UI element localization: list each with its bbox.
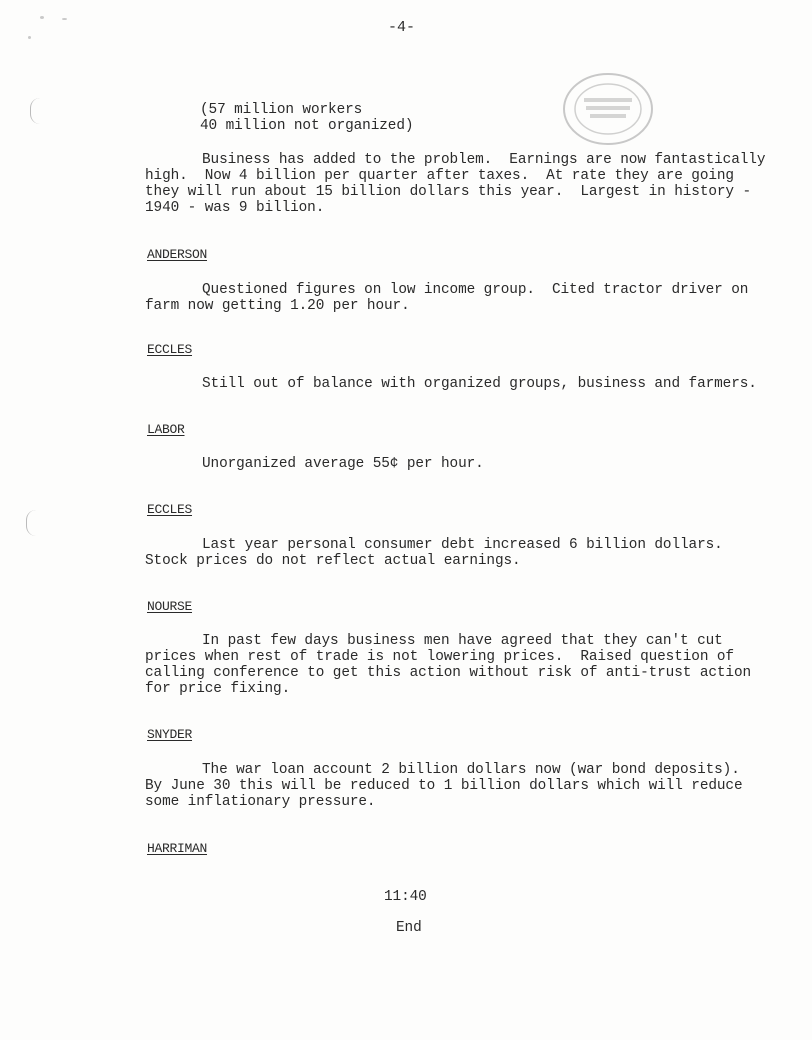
section-line: prices when rest of trade is not lowering prices. Raised question of xyxy=(145,649,734,665)
section-line: some inflationary pressure. xyxy=(145,794,376,810)
section-line: By June 30 this will be reduced to 1 billion dollars which will reduce xyxy=(145,778,743,794)
section-line: Stock prices do not reflect actual earnings. xyxy=(145,553,521,569)
workers-line: 40 million not organized) xyxy=(200,118,414,134)
margin-mark xyxy=(26,510,37,536)
section-line: for price fixing. xyxy=(145,681,291,697)
scan-smudge xyxy=(40,16,44,19)
speaker-heading: SNYDER xyxy=(147,727,193,742)
scan-smudge xyxy=(62,18,67,20)
margin-mark xyxy=(30,98,41,124)
business-paragraph-line: Business has added to the problem. Earnings are now fantastically xyxy=(202,152,766,168)
time-stamp: 11:40 xyxy=(384,889,427,905)
speaker-heading: ECCLES xyxy=(147,502,193,517)
speaker-heading: ECCLES xyxy=(147,342,193,357)
business-paragraph-line: 1940 - was 9 billion. xyxy=(145,200,325,216)
section-line: Still out of balance with organized groups, business and farmers. xyxy=(202,376,757,392)
business-paragraph-line: they will run about 15 billion dollars this year. Largest in history - xyxy=(145,184,752,200)
section-line: In past few days business men have agreed that they can't cut xyxy=(202,633,723,649)
section-line: The war loan account 2 billion dollars now (war bond deposits). xyxy=(202,762,740,778)
section-line: farm now getting 1.20 per hour. xyxy=(145,298,410,314)
speaker-heading: LABOR xyxy=(147,422,185,437)
speaker-heading: HARRIMAN xyxy=(147,841,208,856)
scan-smudge xyxy=(28,36,31,39)
end-marker: End xyxy=(396,920,422,936)
speaker-heading: ANDERSON xyxy=(147,247,208,262)
section-line: Questioned figures on low income group. Cited tractor driver on xyxy=(202,282,749,298)
speaker-heading: NOURSE xyxy=(147,599,193,614)
workers-line: (57 million workers xyxy=(200,102,363,118)
archive-stamp-icon xyxy=(562,72,654,146)
business-paragraph-line: high. Now 4 billion per quarter after taxes. At rate they are going xyxy=(145,168,734,184)
section-line: Unorganized average 55¢ per hour. xyxy=(202,456,484,472)
page-number: -4- xyxy=(388,19,416,36)
section-line: Last year personal consumer debt increased 6 billion dollars. xyxy=(202,537,723,553)
section-line: calling conference to get this action without risk of anti-trust action xyxy=(145,665,752,681)
